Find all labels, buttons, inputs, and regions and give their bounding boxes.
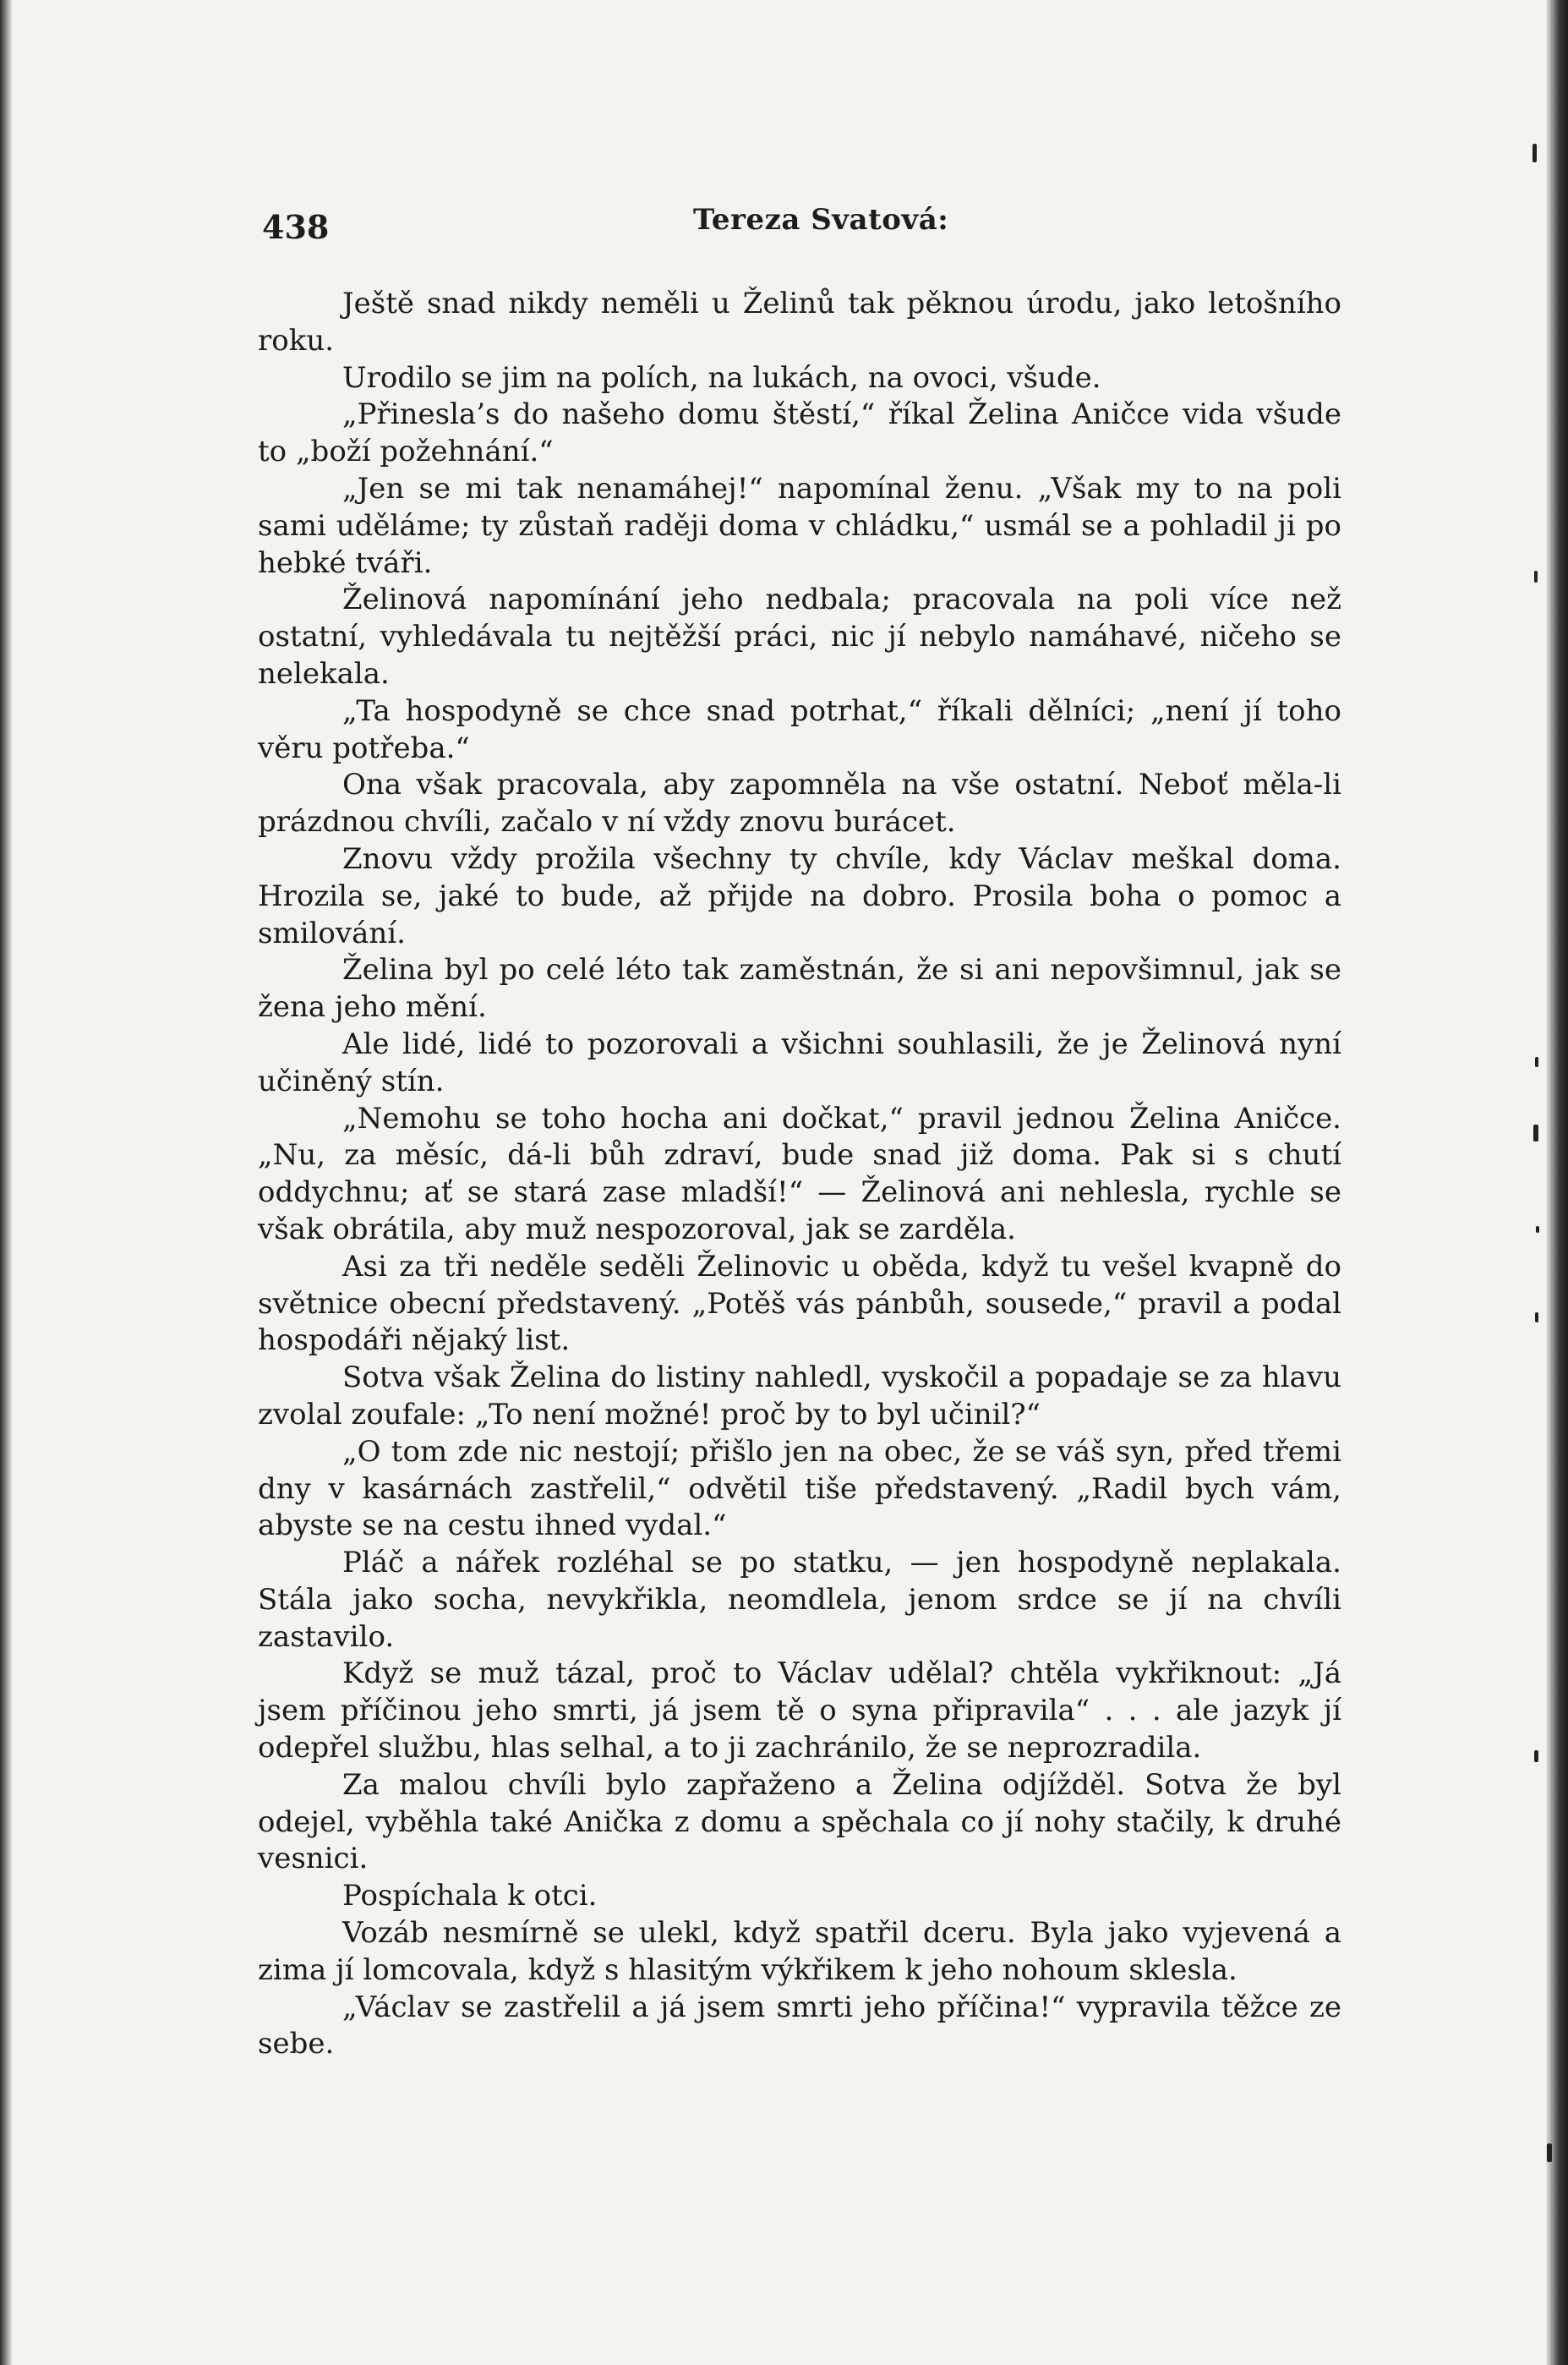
page-number: 438 [262,208,330,246]
edge-speck [1547,2143,1552,2162]
paragraph: Když se muž tázal, proč to Václav udělal? chtěla vykřiknout: „Já jsem příčinou jeho smrti, já jsem tě o syna připravila“ . . . ale jazyk jí odepřel službu, hlas selhal, a to ji zachránilo, že se neprozradila. [258,1656,1341,1766]
paragraph: „O tom zde nic nestojí; přišlo jen na obec, že se váš syn, před třemi dny v kasárnách zastřelil,“ odvětil tiše představený. „Radil bych vám, abyste se na cestu ihned vydal.“ [258,1434,1341,1543]
paragraph: „Jen se mi tak nenamáhej!“ napomínal ženu. „Však my to na poli sami uděláme; ty zůstaň raději doma v chládku,“ usmál se a pohladil ji po hebké tváři. [258,471,1341,580]
paragraph: Ona však pracovala, aby zapomněla na vše ostatní. Neboť měla-li prázdnou chvíli, začalo v ní vždy znovu burácet. [258,768,1341,840]
edge-speck [1535,1312,1538,1322]
paragraph: Želinová napomínání jeho nedbala; pracovala na poli více než ostatní, vyhledávala tu nejtěžší práci, nic jí nebylo namáhavé, ničeho se nelekala. [258,583,1341,691]
paragraph: Znovu vždy prožila všechny ty chvíle, kdy Václav meškal doma. Hrozila se, jaké to bude, až přijde na dobro. Prosila boha o pomoc a smilování. [258,841,1341,950]
edge-speck [1534,1750,1538,1762]
paragraph: Pospíchala k otci. [342,1879,598,1913]
page-edge-right [1546,0,1568,2365]
paragraph: Želina byl po celé léto tak zaměstnán, že si ani nepovšimnul, jak se žena jeho mění. [258,953,1341,1025]
edge-speck [1536,1226,1539,1233]
page-edge-left [0,0,12,2365]
paragraph: „Václav se zastřelil a já jsem smrti jeho příčina!“ vypravila těžce ze sebe. [258,1990,1341,2061]
paragraph: Sotva však Želina do listiny nahledl, vyskočil a popadaje se za hlavu zvolal zoufale: „To není možné! proč by to byl učinil?“ [258,1360,1341,1432]
paragraph: Ale lidé, lidé to pozorovali a všichni souhlasili, že je Želinová nyní učiněný stín. [258,1026,1341,1098]
paragraph: „Přinesla’s do našeho domu štěstí,“ říkal Želina Aničce vida všude to „boží požehnání.“ [258,397,1341,469]
paragraph: Asi za tři neděle seděli Želinovic u oběda, když tu vešel kvapně do světnice obecní představený. „Potěš vás pánbůh, sousede,“ pravil a podal hospodáři nějaký list. [258,1249,1341,1358]
paragraph: Urodilo se jim na polích, na lukách, na ovoci, všude. [342,360,1101,395]
paragraph: Pláč a nářek rozléhal se po statku, — jen hospodyně neplakala. Stála jako socha, nevykřikla, neomdlela, jenom srdce se jí na chvíli zastavilo. [258,1546,1341,1654]
paragraph: „Ta hospodyně se chce snad potrhat,“ říkali dělníci; „není jí toho věru potřeba.“ [258,693,1341,765]
edge-speck [1533,1125,1538,1141]
paragraph: Vozáb nesmírně se ulekl, když spatřil dceru. Byla jako vyjevená a zima jí lomcovala, když s hlasitým výkřikem k jeho nohoum sklesla. [258,1916,1341,1987]
edge-speck [1534,571,1538,583]
paragraph: „Nemohu se toho hocha ani dočkat,“ pravil jednou Želina Aničce. „Nu, za měsíc, dá-li bůh zdraví, bude snad již doma. Pak si s chutí oddychnu; ať se stará zase mladší!“ — Želinová ani nehlesla, rychle se však obrátila, aby muž nespozoroval, jak se zarděla. [258,1101,1341,1246]
paragraph: Za malou chvíli bylo zapřaženo a Želina odjížděl. Sotva že byl odejel, vyběhla také Anička z domu a spěchala co jí nohy stačily, k druhé vesnici. [258,1767,1341,1876]
body-text [258,286,1341,2063]
paragraph: Ještě snad nikdy neměli u Želinů tak pěknou úrodu, jako letošního roku. [258,287,1341,358]
edge-speck [1535,1057,1538,1067]
running-head: Tereza Svatová: [693,203,949,237]
page-header [262,203,1336,254]
edge-speck [1532,144,1537,162]
